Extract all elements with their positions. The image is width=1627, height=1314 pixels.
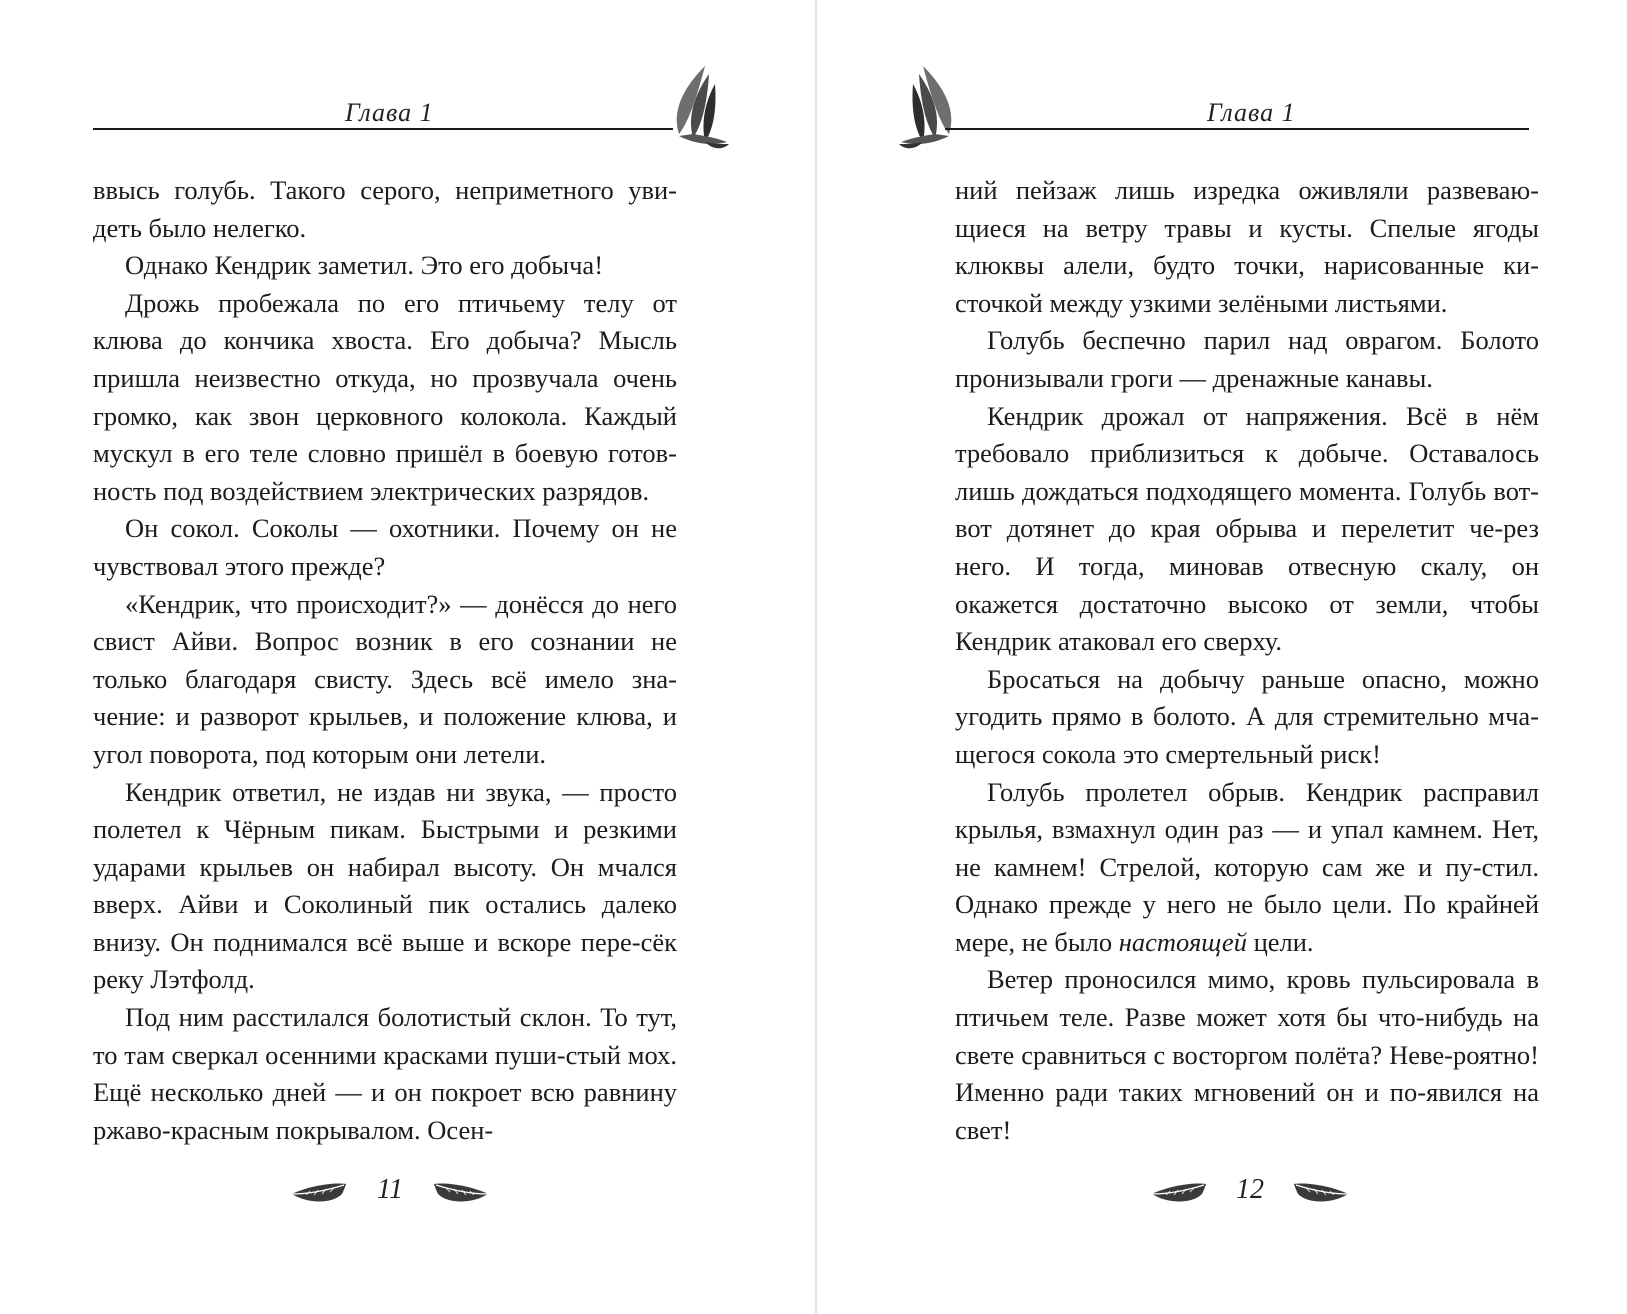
header-rule xyxy=(945,128,1529,130)
paragraph: Он сокол. Соколы — охотники. Почему он не чувствовал этого прежде? xyxy=(93,513,677,581)
running-head: Глава 1 xyxy=(1207,98,1296,127)
wing-ornament-icon xyxy=(897,64,963,152)
page-folio xyxy=(280,1172,500,1212)
paragraph-text: цели. xyxy=(1246,926,1314,957)
paragraph: Однако Кендрик заметил. Это его добыча! xyxy=(125,250,604,281)
paragraph: Бросаться на добычу раньше опасно, можно угодить прямо в болото. А для стремительно мча-щегося сокола это смертельный риск! xyxy=(955,663,1539,769)
wing-ornament-icon xyxy=(665,64,731,152)
page-body xyxy=(93,172,677,1149)
page-number: 11 xyxy=(377,1174,403,1205)
feather-icon xyxy=(432,1180,490,1206)
page-number: 12 xyxy=(1236,1174,1264,1205)
page-folio xyxy=(1140,1172,1360,1212)
italic-word: настоящей xyxy=(1118,926,1247,957)
running-head: Глава 1 xyxy=(345,98,434,127)
right-page xyxy=(817,0,1627,1314)
paragraph: Кендрик ответил, не издав ни звука, — просто полетел к Чёрным пикам. Быстрыми и резкими ударами крыльев он набирал высоту. Он мчался вверх. Айви и Соколиный пик остались далеко внизу. Он поднимался всё выше и вскоре пере-сёк реку Лэтфолд. xyxy=(93,776,677,995)
paragraph-text: Голубь пролетел обрыв. Кендрик расправил крылья, взмахнул один раз — и упал камнем. Нет, не камнем! Стрелой, которую сам же и пу-стил. Однако прежде у него не было цели. По крайней мере, не было xyxy=(955,776,1539,957)
paragraph: ввысь голубь. Такого серого, неприметного уви-деть было нелегко. xyxy=(93,175,677,243)
paragraph: Кендрик дрожал от напряжения. Всё в нём требовало приблизиться к добыче. Оставалось лишь дождаться подходящего момента. Голубь вот-вот дотянет до края обрыва и перелетит че-рез него. И тогда, миновав отвесную скалу, он окажется достаточно высоко от земли, чтобы Кендрик атаковал его сверху. xyxy=(955,400,1539,657)
paragraph: Под ним расстилался болотистый склон. То тут, то там сверкал осенними красками пуши-стый мох. Ещё несколько дней — и он покроет всю равнину ржаво-красным покрывалом. Осен- xyxy=(93,1002,677,1145)
header-rule xyxy=(93,128,673,130)
paragraph: ний пейзаж лишь изредка оживляли развеваю-щиеся на ветру травы и кусты. Спелые ягоды клюквы алели, будто точки, нарисованные ки-сточкой между узкими зелёными листьями. xyxy=(955,175,1539,318)
paragraph: Дрожь пробежала по его птичьему телу от клюва до кончика хвоста. Его добыча? Мысль пришла неизвестно откуда, но прозвучала очень громко, как звон церковного колокола. Каждый мускул в его теле словно пришёл в боевую готов-ность под воздействием электрических разрядов. xyxy=(93,287,677,506)
paragraph: Ветер проносился мимо, кровь пульсировала в птичьем теле. Разве может хотя бы что-нибудь на свете сравниться с восторгом полёта? Неве-роятно! Именно ради таких мгновений он и по-явился на свет! xyxy=(955,964,1539,1145)
page-body xyxy=(955,172,1539,1149)
paragraph: Голубь беспечно парил над оврагом. Болото пронизывали гроги — дренажные канавы. xyxy=(955,325,1539,393)
paragraph: «Кендрик, что происходит?» — донёсся до него свист Айви. Вопрос возник в его сознании не только благодаря свисту. Здесь всё имело зна-чение: и разворот крыльев, и положение клюва, и угол поворота, под которым они летели. xyxy=(93,588,677,769)
paragraph xyxy=(955,774,1539,962)
feather-icon xyxy=(1292,1180,1350,1206)
